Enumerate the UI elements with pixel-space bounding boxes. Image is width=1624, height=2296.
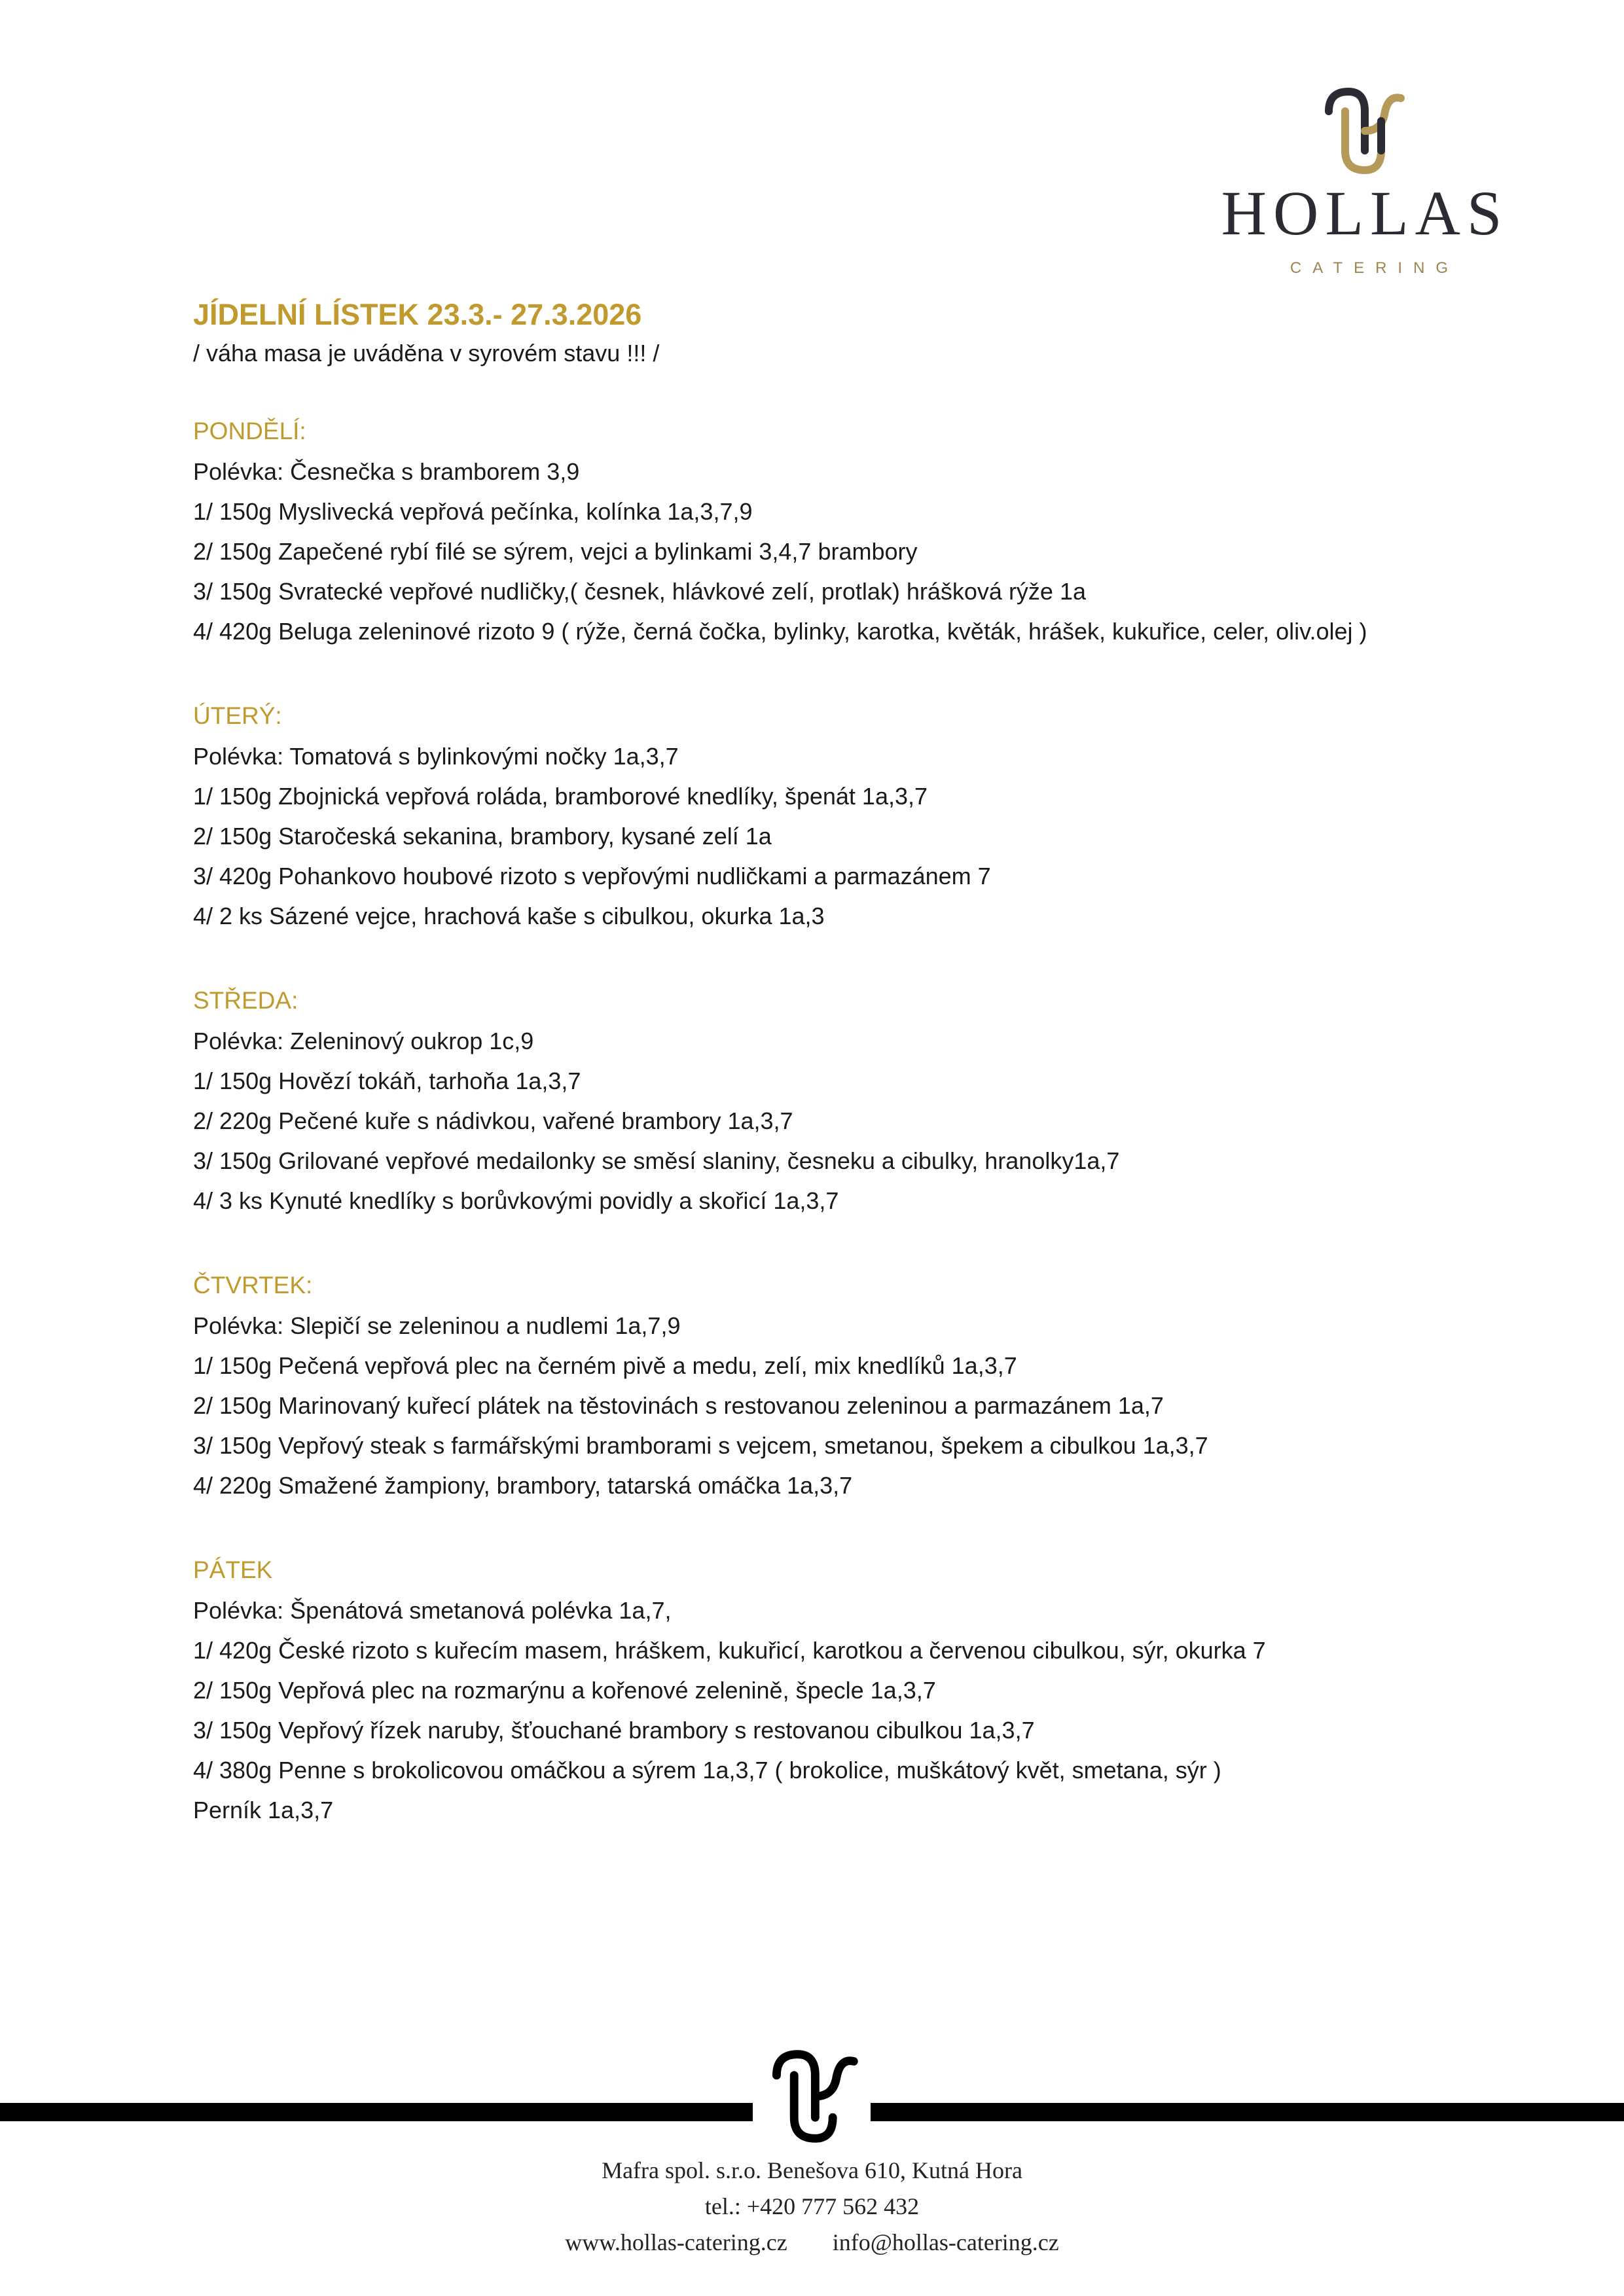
menu-line: 1/ 150g Hovězí tokáň, tarhoňa 1a,3,7	[193, 1067, 581, 1094]
day-friday	[193, 1550, 1502, 1830]
menu-line: 3/ 150g Vepřový steak s farmářskými bramborami s vejcem, smetanou, špekem a cibulkou 1a,3,7	[193, 1432, 1208, 1459]
logo-subtitle: CATERING	[1290, 259, 1460, 277]
menu-line: Polévka: Slepičí se zeleninou a nudlemi 1a,7,9	[193, 1312, 681, 1339]
menu-line: 1/ 150g Zbojnická vepřová roláda, bramborové knedlíky, špenát 1a,3,7	[193, 783, 928, 810]
menu-line: 2/ 150g Staročeská sekanina, brambory, kysané zelí 1a	[193, 823, 772, 850]
menu-line: 1/ 420g České rizoto s kuřecím masem, hráškem, kukuřicí, karotkou a červenou cibulkou, sýr, okurka 7	[193, 1637, 1266, 1664]
menu-line: 4/ 420g Beluga zeleninové rizoto 9 ( rýže, černá čočka, bylinky, karotka, květák, hrášek, kukuřice, celer, oliv.olej )	[193, 618, 1367, 645]
menu-line: 1/ 150g Myslivecká vepřová pečínka, kolínka 1a,3,7,9	[193, 498, 753, 525]
menu-line: Polévka: Špenátová smetanová polévka 1a,7,	[193, 1597, 672, 1624]
logo-name: HOLLAS	[1221, 178, 1509, 248]
day-name: PONDĚLÍ:	[193, 418, 306, 444]
footer-web-link[interactable]: www.hollas-catering.cz	[565, 2229, 787, 2255]
menu-line: 3/ 150g Grilované vepřové medailonky se směsí slaniny, česneku a cibulky, hranolky1a,7	[193, 1147, 1120, 1174]
footer-email-link[interactable]: info@hollas-catering.cz	[832, 2229, 1059, 2255]
menu-note: / váha masa je uváděna v syrovém stavu !!! /	[193, 340, 660, 367]
menu-line: 4/ 3 ks Kynuté knedlíky s borůvkovými povidly a skořicí 1a,3,7	[193, 1187, 839, 1214]
menu-line: 1/ 150g Pečená vepřová plec na černém pivě a medu, zelí, mix knedlíků 1a,3,7	[193, 1352, 1017, 1379]
day-name: ÚTERÝ:	[193, 702, 282, 729]
footer-address: Mafra spol. s.r.o. Benešova 610, Kutná Hora	[602, 2157, 1022, 2183]
day-thursday	[193, 1265, 1502, 1505]
menu-title: JÍDELNÍ LÍSTEK 23.3.- 27.3.2026	[193, 298, 642, 331]
day-name: PÁTEK	[193, 1556, 273, 1583]
menu-line: 4/ 220g Smažené žampiony, brambory, tatarská omáčka 1a,3,7	[193, 1472, 853, 1499]
menu-line: 2/ 150g Marinovaný kuřecí plátek na těstovinách s restovanou zeleninou a parmazánem 1a,7	[193, 1392, 1164, 1419]
menu-line: Polévka: Zeleninový oukrop 1c,9	[193, 1028, 534, 1054]
day-tuesday	[193, 696, 1502, 936]
footer-phone: tel.: +420 777 562 432	[704, 2193, 920, 2219]
day-monday	[193, 411, 1502, 651]
day-name: STŘEDA:	[193, 987, 298, 1014]
hollas-monogram-icon	[1309, 85, 1414, 177]
day-name: ČTVRTEK:	[193, 1272, 313, 1299]
menu-line: Polévka: Tomatová s bylinkovými nočky 1a,3,7	[193, 743, 679, 770]
menu-line: 3/ 150g Svratecké vepřové nudličky,( česnek, hlávkové zelí, protlak) hrášková rýže 1a	[193, 578, 1086, 605]
day-wednesday	[193, 980, 1502, 1221]
menu-line: 3/ 420g Pohankovo houbové rizoto s vepřovými nudličkami a parmazánem 7	[193, 863, 991, 889]
footer-monogram	[753, 2047, 871, 2145]
menu-line: 4/ 2 ks Sázené vejce, hrachová kaše s cibulkou, okurka 1a,3	[193, 903, 825, 929]
hollas-monogram-icon	[753, 2047, 871, 2145]
menu-line: 2/ 150g Zapečené rybí filé se sýrem, vejci a bylinkami 3,4,7 brambory	[193, 538, 918, 565]
menu-line: Perník 1a,3,7	[193, 1797, 334, 1823]
menu-line: 2/ 150g Vepřová plec na rozmarýnu a kořenové zelenině, špecle 1a,3,7	[193, 1677, 936, 1704]
footer-contacts	[0, 2229, 1624, 2256]
menu-line: 3/ 150g Vepřový řízek naruby, šťouchané brambory s restovanou cibulkou 1a,3,7	[193, 1717, 1035, 1744]
menu-content	[193, 295, 1502, 1874]
menu-line: 4/ 380g Penne s brokolicovou omáčkou a sýrem 1a,3,7 ( brokolice, muškátový květ, smetana, sýr )	[193, 1757, 1221, 1784]
company-logo	[1218, 79, 1512, 281]
menu-line: Polévka: Česnečka s bramborem 3,9	[193, 458, 580, 485]
menu-line: 2/ 220g Pečené kuře s nádivkou, vařené brambory 1a,3,7	[193, 1107, 793, 1134]
